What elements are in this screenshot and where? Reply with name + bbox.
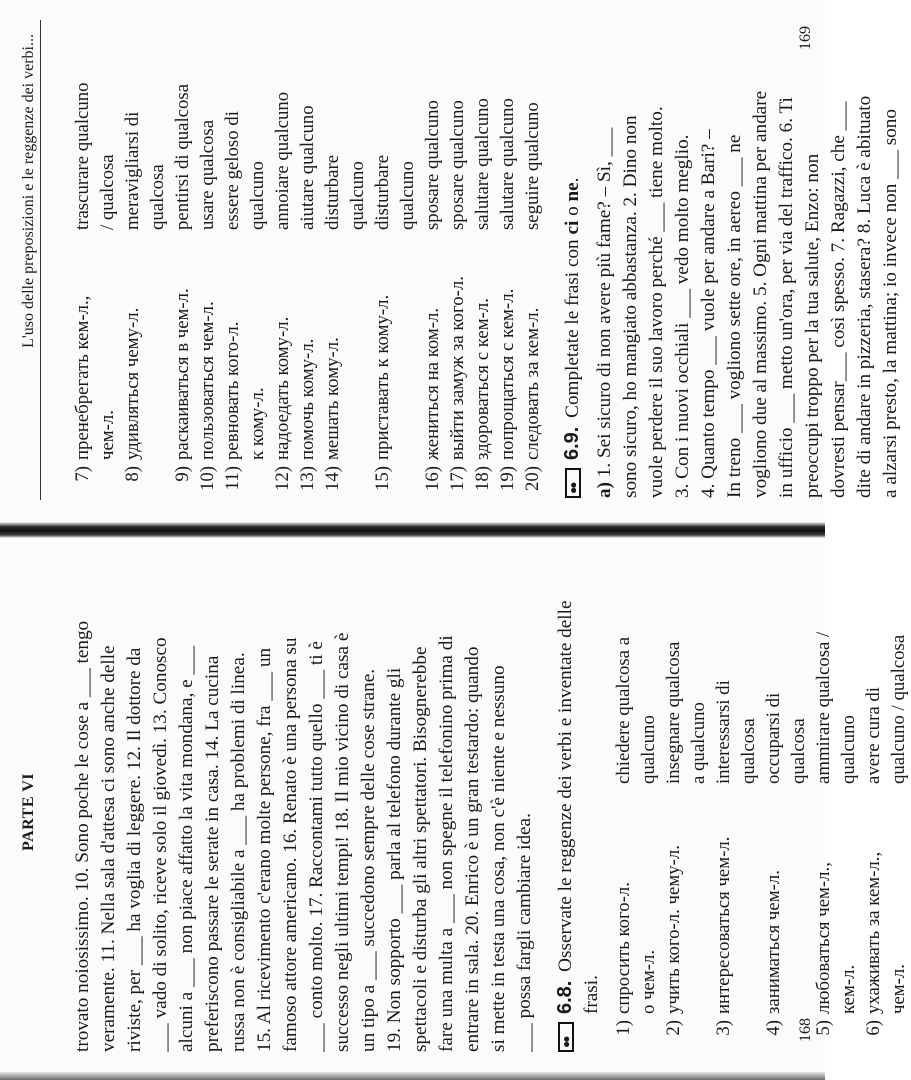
italian-equivalent: occuparsi di [763,692,784,784]
page-number: 169 [797,26,814,50]
verb-row [145,18,170,498]
verb-row [711,574,736,1052]
verb-row [836,574,861,1052]
page-168 [0,552,909,1072]
italian-equivalent: sposare qualcuno [447,100,468,230]
russian-verb: к кому-л. [247,387,268,460]
text-line: veramente. 11. Nella sala d'attesa ci sono anche delle [98,645,119,1052]
russian-verb: учить кого-л. чему-л. [663,845,684,1014]
italian-equivalent: ammirare qualcosa / [813,631,834,784]
verb-row [470,18,495,498]
russian-verb [145,230,170,460]
verb-number [345,460,370,498]
verb-row [220,18,245,498]
verb-number: 5) [813,1020,834,1036]
text-line: dite di andare in pizzeria, stasera? 8. Luca è abituato [854,95,875,498]
verb-row [495,18,520,498]
verb-row [95,18,120,498]
verb-number [886,1014,911,1052]
text-line: ___ vado di solito, riceve solo il giovedì. 13. Conosco [150,637,171,1052]
verb-table-continued [70,18,545,498]
verb-number: 18) [472,466,493,492]
verb-number [95,460,120,498]
russian-verb: заниматься чем-л. [763,870,784,1014]
italian-equivalent: qualcuno [838,715,859,784]
verb-number: 2) [663,1020,684,1036]
verb-row [345,18,370,498]
verb-number [245,460,270,498]
verb-number [736,1014,761,1052]
russian-verb: ухаживать за кем-л., [863,851,884,1014]
verb-row [70,18,95,498]
page-header-left: PARTE VI [20,773,37,851]
italian-equivalent: qualcuno [347,161,368,230]
russian-verb: чем-л. [888,964,909,1014]
text-line: 4. Quanto tempo ___ vuole per andare a Bari? – [698,129,719,498]
russian-verb: мешать кому-л. [322,337,343,460]
italian-equivalent: seguire qualcuno [522,102,543,230]
title-connector: o [562,201,583,221]
verb-table-6-8 [611,574,911,1052]
verb-row [370,18,395,498]
russian-verb: выйти замуж за кого-л. [447,276,468,460]
text-line: 19. Non sopporto ___ parla al telefono durante gli [384,667,405,1052]
verb-number: 7) [72,466,93,482]
text-line: russa non è consigliabile a ___ ha problemi di linea. [228,652,249,1052]
italian-equivalent: sposare qualcuno [422,100,443,230]
verb-row [811,574,836,1052]
italian-equivalent: avere cura di [863,687,884,784]
page-number: 168 [797,1018,814,1042]
book-spine [0,522,825,538]
russian-verb: кем-л. [838,964,859,1014]
verb-number: 16) [422,466,443,492]
verb-row [886,574,911,1052]
verb-row [395,18,420,498]
russian-verb: любоваться чем-л., [813,862,834,1014]
text-line-content: 1. Sei sicuro di non avere più fame? – Sì, ___ [594,127,615,478]
exercise-6-9-text [592,18,904,498]
italian-equivalent: disturbare [372,154,393,230]
exercise-6-8-heading [552,574,605,1052]
russian-verb [345,230,370,460]
verb-number: 8) [122,466,143,482]
italian-equivalent: qualcuno [397,161,418,230]
verb-row [270,18,295,498]
text-line: dovresti pensar___ così spesso. 7. Ragazzi, che ___ [828,101,849,498]
text-line: ___ conto molto. 17. Raccontami tutto quello ___ ti è [306,641,327,1052]
verb-row [661,574,686,1052]
verb-row [520,18,545,498]
page-edge [0,1072,825,1080]
italian-equivalent: essere geloso di [222,111,243,230]
italian-equivalent: a qualcuno [688,702,709,784]
verb-row [786,574,811,1052]
italian-equivalent: qualcuno [638,715,659,784]
verb-row [445,18,470,498]
russian-verb: следовать за кем-л. [522,307,543,460]
text-line: 15. Al ricevimento c'erano molte persone, fra ___ un [254,647,275,1052]
italian-equivalent: annoiare qualcuno [272,91,293,230]
italian-equivalent: chiedere qualcosa a [613,636,634,784]
page-header-right: L'uso delle preposizioni e le reggenze dei verbi... [20,20,41,500]
verb-number: 20) [522,466,543,492]
text-line: un tipo a ___ succedono sempre delle cose strane. [358,668,379,1052]
verb-number: 3) [713,1020,734,1036]
russian-verb: чем-л. [97,410,118,460]
text-line: successo negli ultimi tempi! 18. Il mio vicino di casa è [332,632,353,1052]
verb-row [420,18,445,498]
russian-verb: жениться на ком-л. [422,307,443,460]
text-line: vuole perdere il suo lavoro perché ___ tiene molto. [646,106,667,498]
italian-equivalent: qualcosa [788,718,809,784]
italian-equivalent: / qualcosa [97,154,118,230]
verb-number [836,1014,861,1052]
verb-number: 14) [322,466,343,492]
russian-verb: удивляться чему-л. [122,307,143,460]
russian-verb: интересоваться чем-л. [713,836,734,1014]
verb-number: 12) [272,466,293,492]
russian-verb: раскаиваться в чем-л. [172,288,193,460]
keyword-ci: ci [562,220,583,235]
italian-equivalent: qualcosa [147,164,168,230]
text-line [592,18,618,498]
verb-row [761,574,786,1052]
exercise-number: 6.9. [561,426,583,460]
text-line: vogliono due al massimo. 5. Ogni mattina per andare [750,90,771,498]
keyword-ne: ne [562,182,583,202]
italian-equivalent: trascurare qualcuno [72,82,93,230]
text-line: sono sicuro, ho mangiato abbastanza. 2. Dino non [620,115,641,498]
verb-number: 17) [447,466,468,492]
verb-row [245,18,270,498]
italian-equivalent: pentirsi di qualcosa [172,83,193,230]
russian-verb: приставать к кому-л. [372,294,393,460]
text-line: preferiscono passare le serate in casa. 14. La cucina [202,655,223,1052]
russian-verb: надоедать кому-л. [272,316,293,460]
italian-equivalent: interessarsi di [713,680,734,784]
verb-number [145,460,170,498]
italian-equivalent: salutare qualcuno [472,98,493,230]
text-line: famoso attore americano. 16. Renato è una persona su [280,637,301,1052]
difficulty-dots-icon: ●● [558,1022,574,1052]
verb-number [395,460,420,498]
russian-verb: пренебрегать кем-л., [72,295,93,460]
verb-row [120,18,145,498]
verb-number [686,1014,711,1052]
verb-row [736,574,761,1052]
sub-exercise-label: a) [594,482,615,498]
text-line: in ufficio ___ metto un'ora, per via del traffico. 6. Ti [776,97,797,498]
verb-number: 13) [297,466,318,492]
exercise-title-prefix: Completate le frasi con [562,234,583,418]
russian-verb: здороваться с кем-л. [472,298,493,460]
russian-verb [736,784,761,1014]
text-line: In treno ___ vogliono sette ore, in aereo ___ ne [724,134,745,498]
text-line: si mette in testa una cosa, non c'è niente e nessuno [488,665,509,1052]
italian-equivalent: qualcuno [247,161,268,230]
verb-row [861,574,886,1052]
verb-number: 19) [497,466,518,492]
italian-equivalent: aiutare qualcuno [297,105,318,230]
italian-equivalent: qualcosa [738,718,759,784]
verb-number: 10) [197,466,218,492]
text-line: riviste, per ___ ha voglia di leggere. 12. Il dottore da [124,647,145,1052]
verb-number: 9) [172,466,193,482]
verb-row [636,574,661,1052]
verb-number: 15) [372,466,393,492]
text-line: preoccupi troppo per la tua salute, Enzo: non [802,153,823,498]
title-suffix: . [562,177,583,183]
exercise-title: Osservate le reggenze dei verbi e inventate delle frasi. [555,600,602,1014]
russian-verb: спросить кого-л. [613,881,634,1014]
russian-verb: пользоваться чем-л. [197,301,218,460]
text-line: spettacoli e disturba gli altri spettatori. Bisognerebbe [410,646,431,1052]
russian-verb: ревновать кого-л. [222,321,243,460]
russian-verb: помочь кому-л. [297,338,318,460]
verb-number: 11) [222,466,243,491]
text-line: ___ possa fargli cambiare idea. [514,813,535,1052]
italian-equivalent: insegnare qualcosa [663,641,684,784]
russian-verb: о чем-л. [638,949,659,1014]
russian-verb [686,784,711,1014]
text-line: 3. Con i nuovi occhiali ___ vedo molto meglio. [672,134,693,498]
exercise-number: 6.8. [554,980,576,1014]
italian-equivalent: usare qualcosa [197,119,218,230]
verb-row [195,18,220,498]
text-line: fare una multa a ___ non spegne il telefonino prima di [436,635,457,1052]
russian-verb [786,784,811,1014]
verb-row [295,18,320,498]
italian-equivalent: qualcuno / qualcosa [888,634,909,784]
russian-verb: попрощаться с кем-л. [497,288,518,460]
verb-row [611,574,636,1052]
italian-equivalent: salutare qualcuno [497,98,518,230]
exercise-text-continuation [70,574,538,1052]
verb-number [636,1014,661,1052]
italian-equivalent: disturbare [322,154,343,230]
text-line: trovato noiosissimo. 10. Sono poche le cose a ___ tengo [72,620,93,1052]
text-line: a alzarsi presto, la mattina; io invece non ___ sono [880,109,901,498]
text-line: entrare in sala. 20. Enrico è un gran testardo: quando [462,646,483,1052]
page-169 [0,0,901,520]
verb-number: 4) [763,1020,784,1036]
text-line: alcuni a ___ non piace affatto la vita mondana, e ___ [176,645,197,1052]
verb-row [320,18,345,498]
russian-verb [395,230,420,460]
italian-equivalent: meravigliarsi di [122,111,143,230]
difficulty-dots-icon: ●● [565,468,581,498]
exercise-6-9-heading [559,18,586,498]
verb-number: 6) [863,1020,884,1036]
verb-row [686,574,711,1052]
verb-number: 1) [613,1020,634,1036]
verb-row [170,18,195,498]
